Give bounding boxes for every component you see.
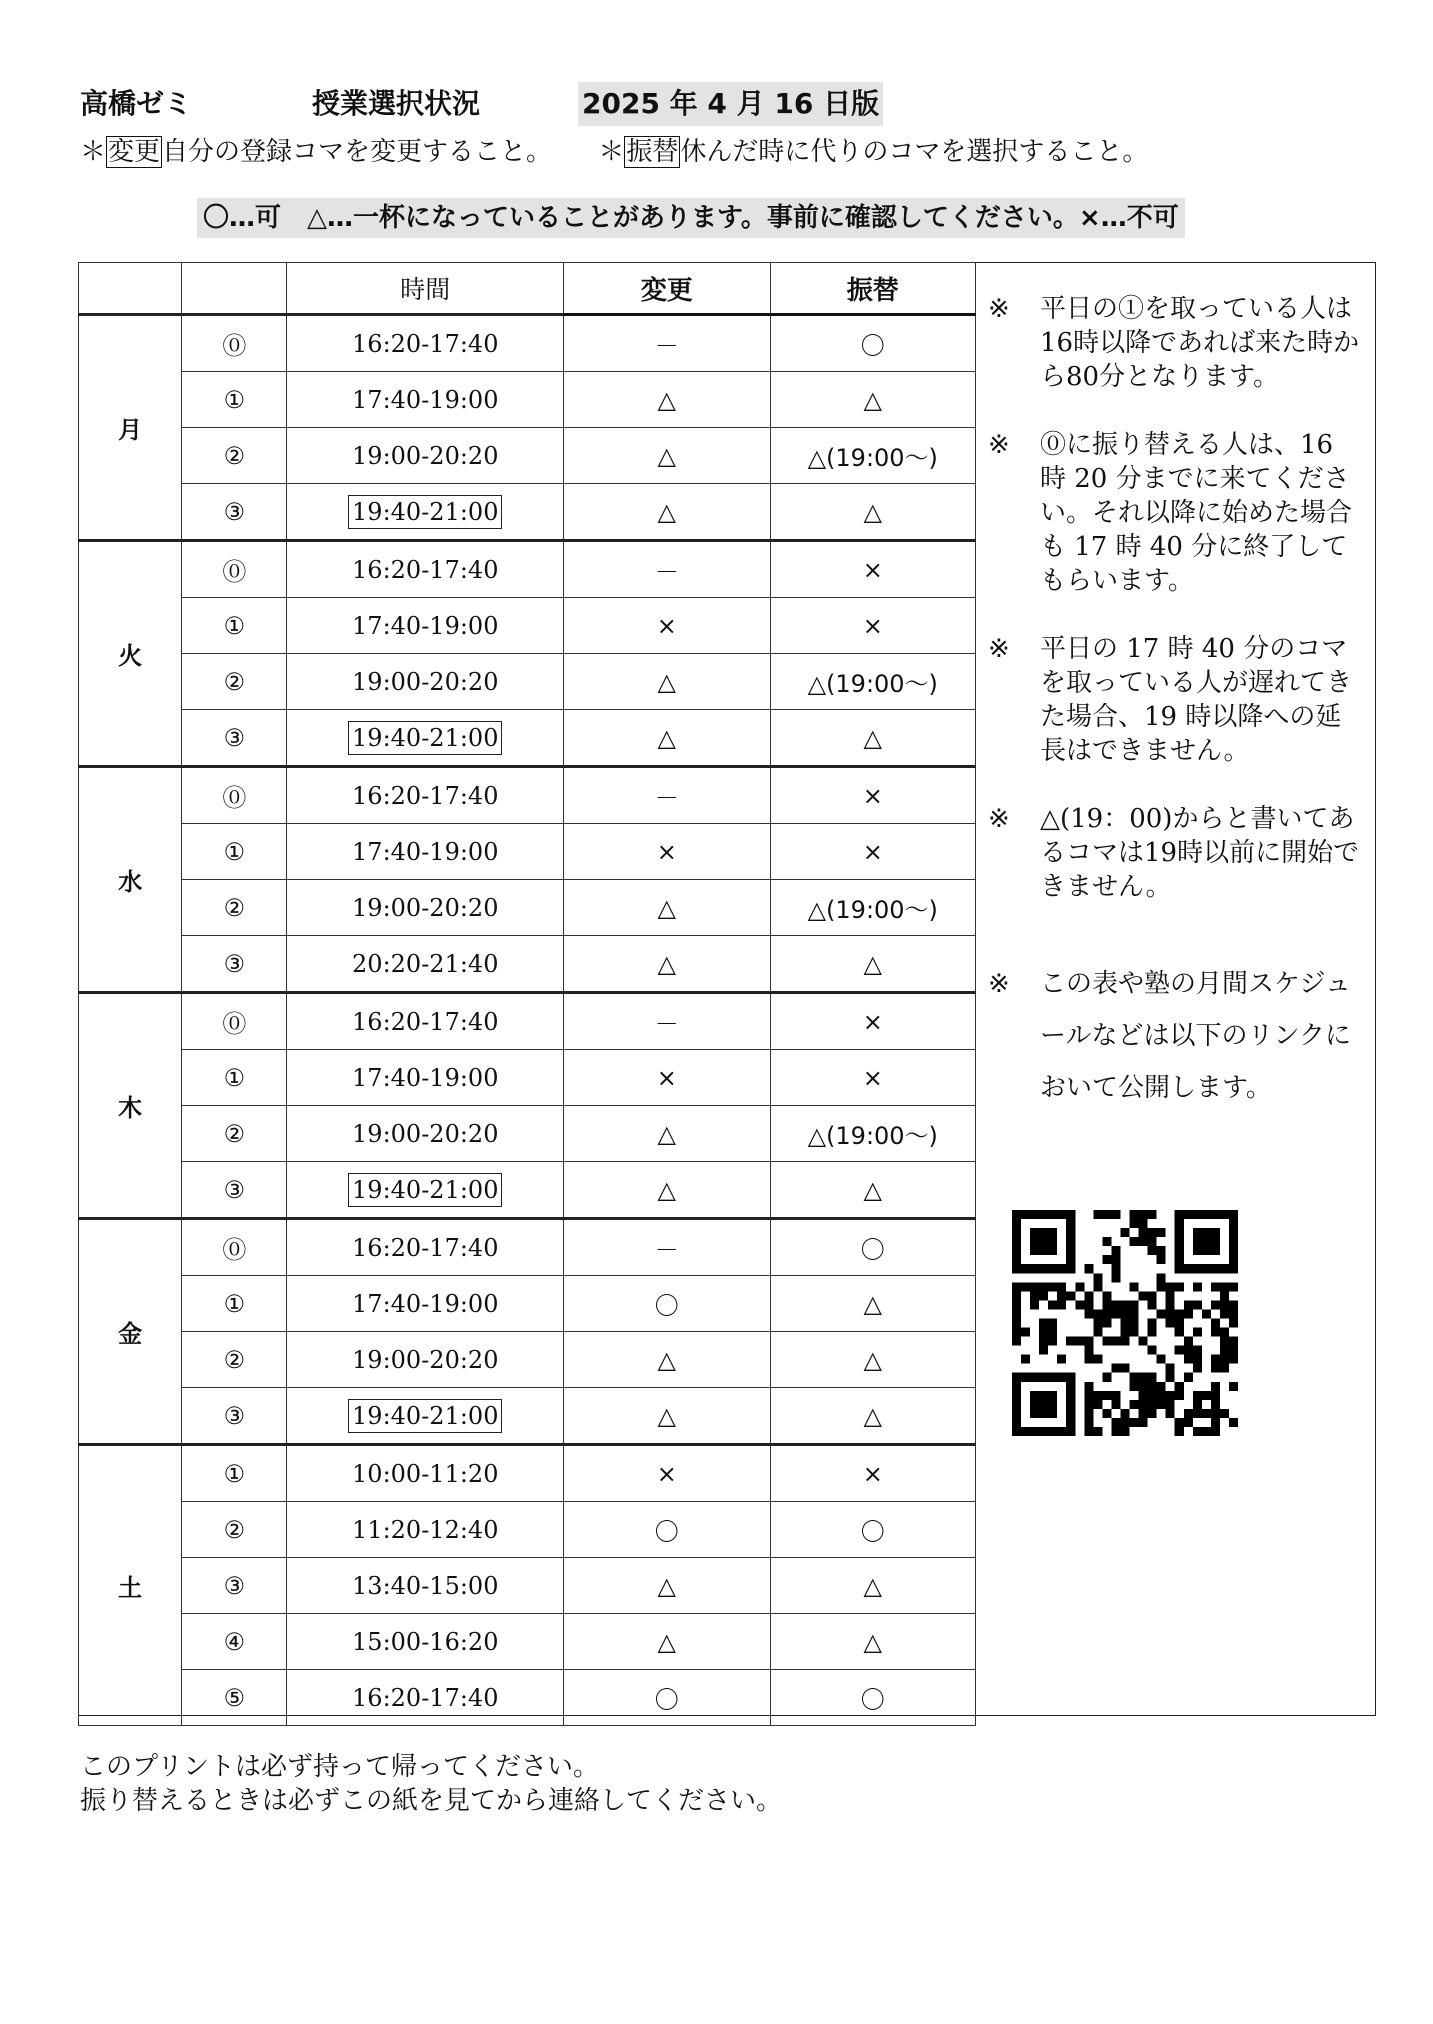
swap-status: △ (770, 484, 975, 541)
header-time: 時間 (287, 263, 564, 315)
document-title: 授業選択状況 (312, 87, 481, 120)
change-status: × (564, 824, 770, 880)
change-status: △ (564, 654, 770, 710)
table-row (79, 598, 976, 654)
swap-status: △ (770, 1162, 975, 1219)
header-slot (182, 263, 287, 315)
change-status: － (564, 315, 770, 372)
footer-line-2: 振り替えるときは必ずこの紙を見てから連絡してください。 (80, 1786, 783, 1816)
time-range: 17:40-19:00 (352, 1289, 499, 1318)
slot-number: ③ (182, 1558, 287, 1614)
change-status: △ (564, 710, 770, 767)
time-range: 17:40-19:00 (352, 837, 499, 866)
note-mark: ※ (988, 804, 1010, 834)
table-row (79, 1558, 976, 1614)
table-row (79, 654, 976, 710)
swap-status: 〇 (770, 1670, 975, 1726)
swap-status: 〇 (770, 315, 975, 372)
change-status: － (564, 767, 770, 824)
side-notes (988, 292, 1363, 1148)
table-header-row (79, 263, 976, 315)
swap-status: △ (770, 710, 975, 767)
time-range: 19:40-21:00 (348, 1173, 502, 1207)
change-status: － (564, 1219, 770, 1276)
note-mark: ※ (988, 634, 1010, 664)
time-range: 16:20-17:40 (352, 1007, 499, 1036)
table-row (79, 1670, 976, 1726)
change-status: △ (564, 1558, 770, 1614)
time-range: 15:00-16:20 (352, 1627, 499, 1656)
slot-number: ① (182, 1050, 287, 1106)
table-row (79, 1106, 976, 1162)
time-range: 19:40-21:00 (348, 1399, 502, 1433)
time-cell (287, 824, 564, 880)
slot-number: ① (182, 1445, 287, 1502)
qr-code[interactable] (1012, 1210, 1238, 1436)
swap-status: △ (770, 1276, 975, 1332)
table-row (79, 936, 976, 993)
table-row (79, 1162, 976, 1219)
note-item (988, 802, 1363, 904)
slot-number: ⓪ (182, 767, 287, 824)
time-range: 20:20-21:40 (352, 949, 499, 978)
swap-status: × (770, 767, 975, 824)
time-range: 19:00-20:20 (352, 1119, 499, 1148)
table-row (79, 767, 976, 824)
time-cell (287, 484, 564, 541)
time-range: 19:00-20:20 (352, 441, 499, 470)
swap-label: 振替 (626, 137, 679, 167)
table-row (79, 824, 976, 880)
table-row (79, 1445, 976, 1502)
time-range: 19:00-20:20 (352, 893, 499, 922)
slot-number: ② (182, 880, 287, 936)
time-range: 16:20-17:40 (352, 329, 499, 358)
swap-status: △(19:00～) (770, 428, 975, 484)
swap-status: × (770, 993, 975, 1050)
slot-number: ⓪ (182, 541, 287, 598)
time-range: 17:40-19:00 (352, 611, 499, 640)
change-status: × (564, 1445, 770, 1502)
slot-number: ③ (182, 1162, 287, 1219)
day-label: 金 (79, 1219, 182, 1445)
time-cell (287, 372, 564, 428)
time-cell (287, 1388, 564, 1445)
note-item (988, 428, 1363, 598)
swap-status: × (770, 598, 975, 654)
note-item (988, 292, 1363, 394)
change-status: △ (564, 1332, 770, 1388)
table-row (79, 1388, 976, 1445)
table-row (79, 1502, 976, 1558)
edition-date: 2025 年 4 月 16 日版 (578, 82, 883, 126)
change-status: △ (564, 1614, 770, 1670)
change-label: 変更 (108, 137, 161, 167)
footer-line-1: このプリントは必ず持って帰ってください。 (80, 1752, 599, 1782)
table-row (79, 880, 976, 936)
time-cell (287, 1106, 564, 1162)
header-day (79, 263, 182, 315)
table-row (79, 1219, 976, 1276)
day-label: 土 (79, 1445, 182, 1726)
time-cell (287, 1219, 564, 1276)
table-row (79, 710, 976, 767)
time-range: 11:20-12:40 (352, 1515, 499, 1544)
slot-number: ③ (182, 484, 287, 541)
swap-status: △(19:00～) (770, 654, 975, 710)
time-cell (287, 1445, 564, 1502)
time-cell (287, 654, 564, 710)
day-label: 水 (79, 767, 182, 993)
time-cell (287, 598, 564, 654)
table-row (79, 428, 976, 484)
change-status: △ (564, 372, 770, 428)
time-cell (287, 1558, 564, 1614)
change-status: 〇 (564, 1670, 770, 1726)
document-header (80, 82, 1380, 126)
schedule-body (79, 315, 976, 1726)
note-text: △(19：00)からと書いてあるコマは19時以前に開始できません。 (1040, 804, 1360, 902)
change-status: △ (564, 1106, 770, 1162)
time-cell (287, 541, 564, 598)
slot-number: ② (182, 654, 287, 710)
swap-status: △ (770, 1614, 975, 1670)
time-range: 17:40-19:00 (352, 1063, 499, 1092)
schedule-table (78, 262, 976, 1726)
slot-number: ② (182, 1106, 287, 1162)
note-mark: ※ (988, 969, 1010, 999)
swap-status: △ (770, 1388, 975, 1445)
slot-number: ⓪ (182, 993, 287, 1050)
table-row (79, 484, 976, 541)
time-cell (287, 1162, 564, 1219)
table-row (79, 993, 976, 1050)
time-cell (287, 1332, 564, 1388)
change-status: 〇 (564, 1502, 770, 1558)
time-range: 17:40-19:00 (352, 385, 499, 414)
slot-number: ① (182, 1276, 287, 1332)
time-range: 16:20-17:40 (352, 1233, 499, 1262)
time-cell (287, 1502, 564, 1558)
note-item (988, 958, 1363, 1114)
time-cell (287, 315, 564, 372)
time-range: 19:40-21:00 (348, 495, 502, 529)
table-row (79, 372, 976, 428)
time-range: 19:00-20:20 (352, 1345, 499, 1374)
change-status: 〇 (564, 1276, 770, 1332)
table-row (79, 1276, 976, 1332)
slot-number: ③ (182, 1388, 287, 1445)
day-label: 月 (79, 315, 182, 541)
slot-number: ③ (182, 710, 287, 767)
time-cell (287, 428, 564, 484)
swap-status: △ (770, 372, 975, 428)
swap-status: △ (770, 1332, 975, 1388)
note-item (988, 632, 1363, 768)
time-cell (287, 710, 564, 767)
change-status: △ (564, 1162, 770, 1219)
change-status: △ (564, 484, 770, 541)
swap-status: × (770, 824, 975, 880)
slot-number: ② (182, 1502, 287, 1558)
time-cell (287, 1050, 564, 1106)
slot-number: ② (182, 428, 287, 484)
time-cell (287, 1614, 564, 1670)
change-status: － (564, 993, 770, 1050)
slot-number: ④ (182, 1614, 287, 1670)
change-status: △ (564, 880, 770, 936)
slot-number: ① (182, 824, 287, 880)
time-cell (287, 1670, 564, 1726)
change-text: 自分の登録コマを変更すること。 (162, 137, 553, 167)
note-text: この表や塾の月間スケジュールなどは以下のリンクにおいて公開します。 (1040, 969, 1351, 1103)
time-range: 16:20-17:40 (352, 781, 499, 810)
table-row (79, 315, 976, 372)
change-status: △ (564, 936, 770, 993)
time-cell (287, 936, 564, 993)
time-range: 13:40-15:00 (352, 1571, 499, 1600)
time-cell (287, 880, 564, 936)
swap-status: × (770, 541, 975, 598)
slot-number: ⑤ (182, 1670, 287, 1726)
change-asterisk: ＊ (80, 137, 107, 167)
slot-number: ② (182, 1332, 287, 1388)
header-swap: 振替 (770, 263, 975, 315)
time-range: 16:20-17:40 (352, 555, 499, 584)
change-status: △ (564, 428, 770, 484)
swap-status: △(19:00～) (770, 1106, 975, 1162)
swap-text: 休んだ時に代りのコマを選択すること。 (680, 137, 1149, 167)
time-range: 10:00-11:20 (352, 1459, 499, 1488)
change-status: × (564, 1050, 770, 1106)
swap-status: △ (770, 1558, 975, 1614)
time-range: 16:20-17:40 (352, 1683, 499, 1712)
table-row (79, 1332, 976, 1388)
time-cell (287, 1276, 564, 1332)
note-mark: ※ (988, 294, 1010, 324)
seminar-name: 高橋ゼミ (80, 87, 193, 120)
slot-number: ③ (182, 936, 287, 993)
table-row (79, 541, 976, 598)
swap-status: × (770, 1445, 975, 1502)
swap-status: 〇 (770, 1219, 975, 1276)
instructions (80, 132, 1148, 172)
note-text: 平日の 17 時 40 分のコマを取っている人が遅れてきた場合、19 時以降への延長はできません。 (1040, 634, 1353, 766)
time-cell (287, 993, 564, 1050)
swap-status: × (770, 1050, 975, 1106)
note-text: 平日の①を取っている人は16時以降であれば来た時から80分となります。 (1040, 294, 1360, 392)
table-row (79, 1050, 976, 1106)
slot-number: ① (182, 598, 287, 654)
swap-asterisk: ＊ (598, 137, 625, 167)
time-range: 19:00-20:20 (352, 667, 499, 696)
change-status: － (564, 541, 770, 598)
slot-number: ⓪ (182, 315, 287, 372)
note-text: ⓪に振り替える人は、16 時 20 分までに来てください。それ以降に始めた場合も 17 時 40 分に終了してもらいます。 (1040, 430, 1353, 596)
availability-legend: 〇…可 △…一杯になっていることがあります。事前に確認してください。×…不可 (197, 198, 1185, 238)
slot-number: ⓪ (182, 1219, 287, 1276)
footer-notes (80, 1750, 782, 1818)
swap-status: △(19:00～) (770, 880, 975, 936)
day-label: 火 (79, 541, 182, 767)
time-cell (287, 767, 564, 824)
swap-status: 〇 (770, 1502, 975, 1558)
change-status: △ (564, 1388, 770, 1445)
change-status: × (564, 598, 770, 654)
swap-status: △ (770, 936, 975, 993)
slot-number: ① (182, 372, 287, 428)
table-row (79, 1614, 976, 1670)
day-label: 木 (79, 993, 182, 1219)
time-range: 19:40-21:00 (348, 721, 502, 755)
note-mark: ※ (988, 430, 1010, 460)
header-change: 変更 (564, 263, 770, 315)
